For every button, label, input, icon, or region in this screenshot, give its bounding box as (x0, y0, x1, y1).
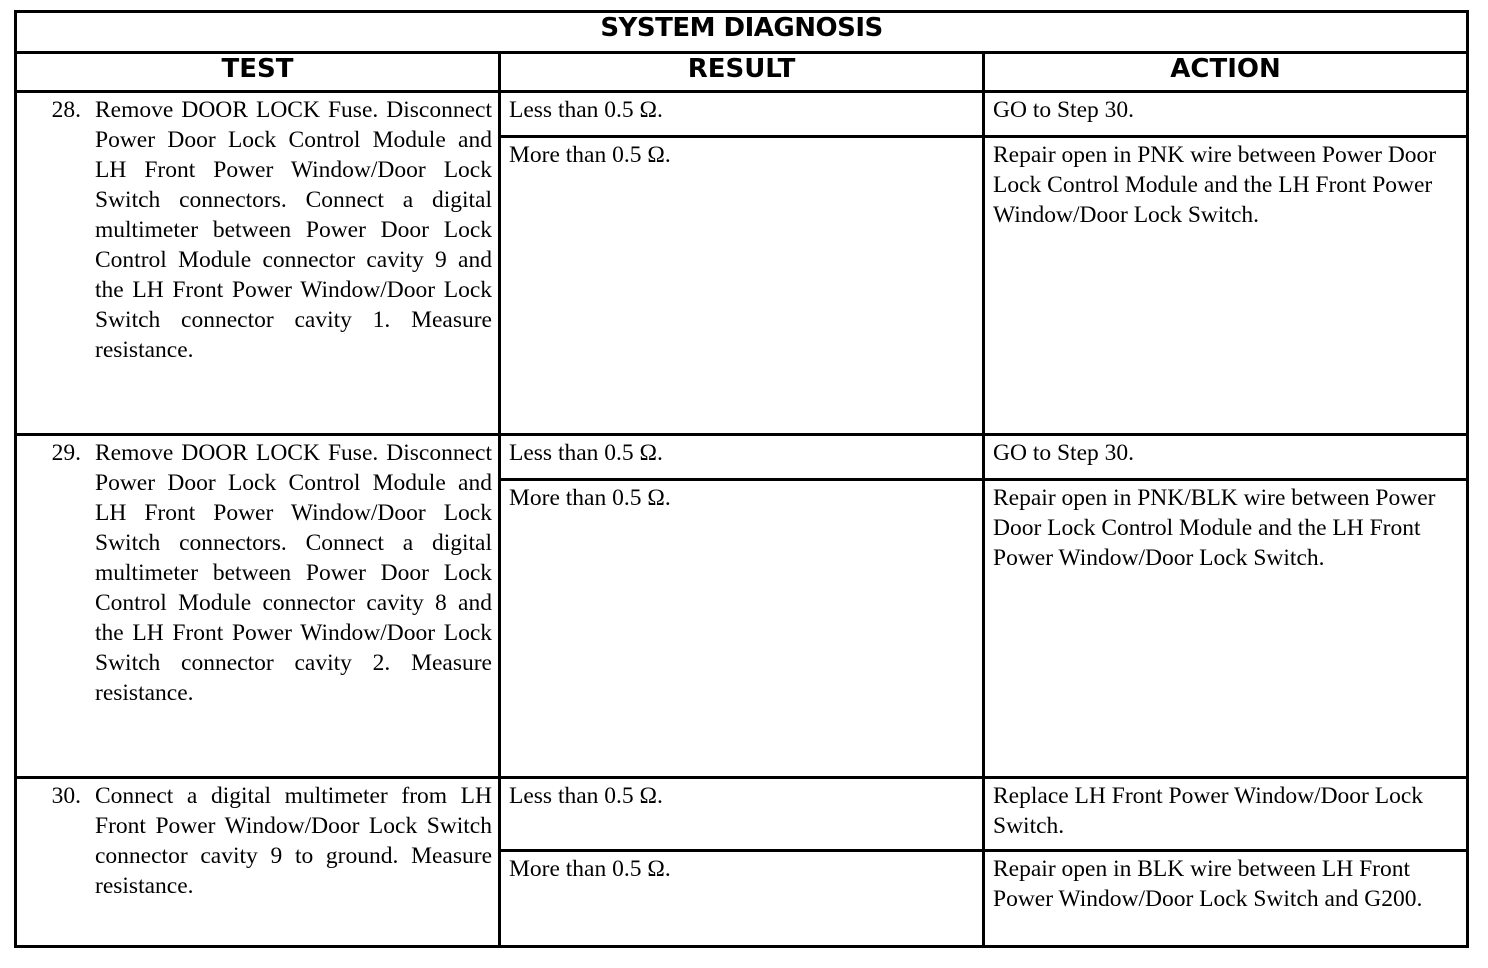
step-29-row-less (16, 435, 1468, 480)
action-cell: GO to Step 30. (984, 92, 1468, 137)
result-cell: More than 0.5 Ω. (500, 480, 984, 778)
header-action: ACTION (984, 53, 1468, 92)
header-row (16, 53, 1468, 92)
step-29-test (16, 435, 500, 778)
table-title: SYSTEM DIAGNOSIS (16, 12, 1468, 53)
action-cell: Replace LH Front Power Window/Door Lock Switch. (984, 778, 1468, 851)
header-result: RESULT (500, 53, 984, 92)
header-test: TEST (16, 53, 500, 92)
result-cell: Less than 0.5 Ω. (500, 435, 984, 480)
result-cell: More than 0.5 Ω. (500, 137, 984, 435)
result-cell: Less than 0.5 Ω. (500, 778, 984, 851)
step-number: 29. (51, 440, 81, 466)
result-cell: Less than 0.5 Ω. (500, 92, 984, 137)
step-number: 28. (51, 97, 81, 123)
step-test-text: Remove DOOR LOCK Fuse. Disconnect Power Door Lock Control Module and LH Front Power Window/Door Lock Switch connectors. Connect a digital multimeter between Power Door Lock Control Module connector cavity 9 and the LH Front Power Window/Door Lock Switch connector cavity 1. Measure resistance. (95, 97, 492, 363)
action-cell: Repair open in BLK wire between LH Front Power Window/Door Lock Switch and G200. (984, 851, 1468, 947)
system-diagnosis-table (14, 10, 1469, 948)
title-row (16, 12, 1468, 53)
step-test-text: Remove DOOR LOCK Fuse. Disconnect Power Door Lock Control Module and LH Front Power Window/Door Lock Switch connectors. Connect a digital multimeter between Power Door Lock Control Module connector cavity 8 and the LH Front Power Window/Door Lock Switch connector cavity 2. Measure resistance. (95, 440, 492, 706)
step-number: 30. (51, 783, 81, 809)
action-cell: Repair open in PNK/BLK wire between Power Door Lock Control Module and the LH Front Power Window/Door Lock Switch. (984, 480, 1468, 778)
result-cell: More than 0.5 Ω. (500, 851, 984, 947)
step-28-test (16, 92, 500, 435)
step-30-test (16, 778, 500, 947)
step-test-text: Connect a digital multimeter from LH Front Power Window/Door Lock Switch connector cavity 9 to ground. Measure resistance. (95, 783, 492, 899)
action-cell: GO to Step 30. (984, 435, 1468, 480)
step-30-row-less (16, 778, 1468, 851)
action-cell: Repair open in PNK wire between Power Door Lock Control Module and the LH Front Power Window/Door Lock Switch. (984, 137, 1468, 435)
step-28-row-less (16, 92, 1468, 137)
diagnosis-table-wrapper (14, 10, 1466, 948)
